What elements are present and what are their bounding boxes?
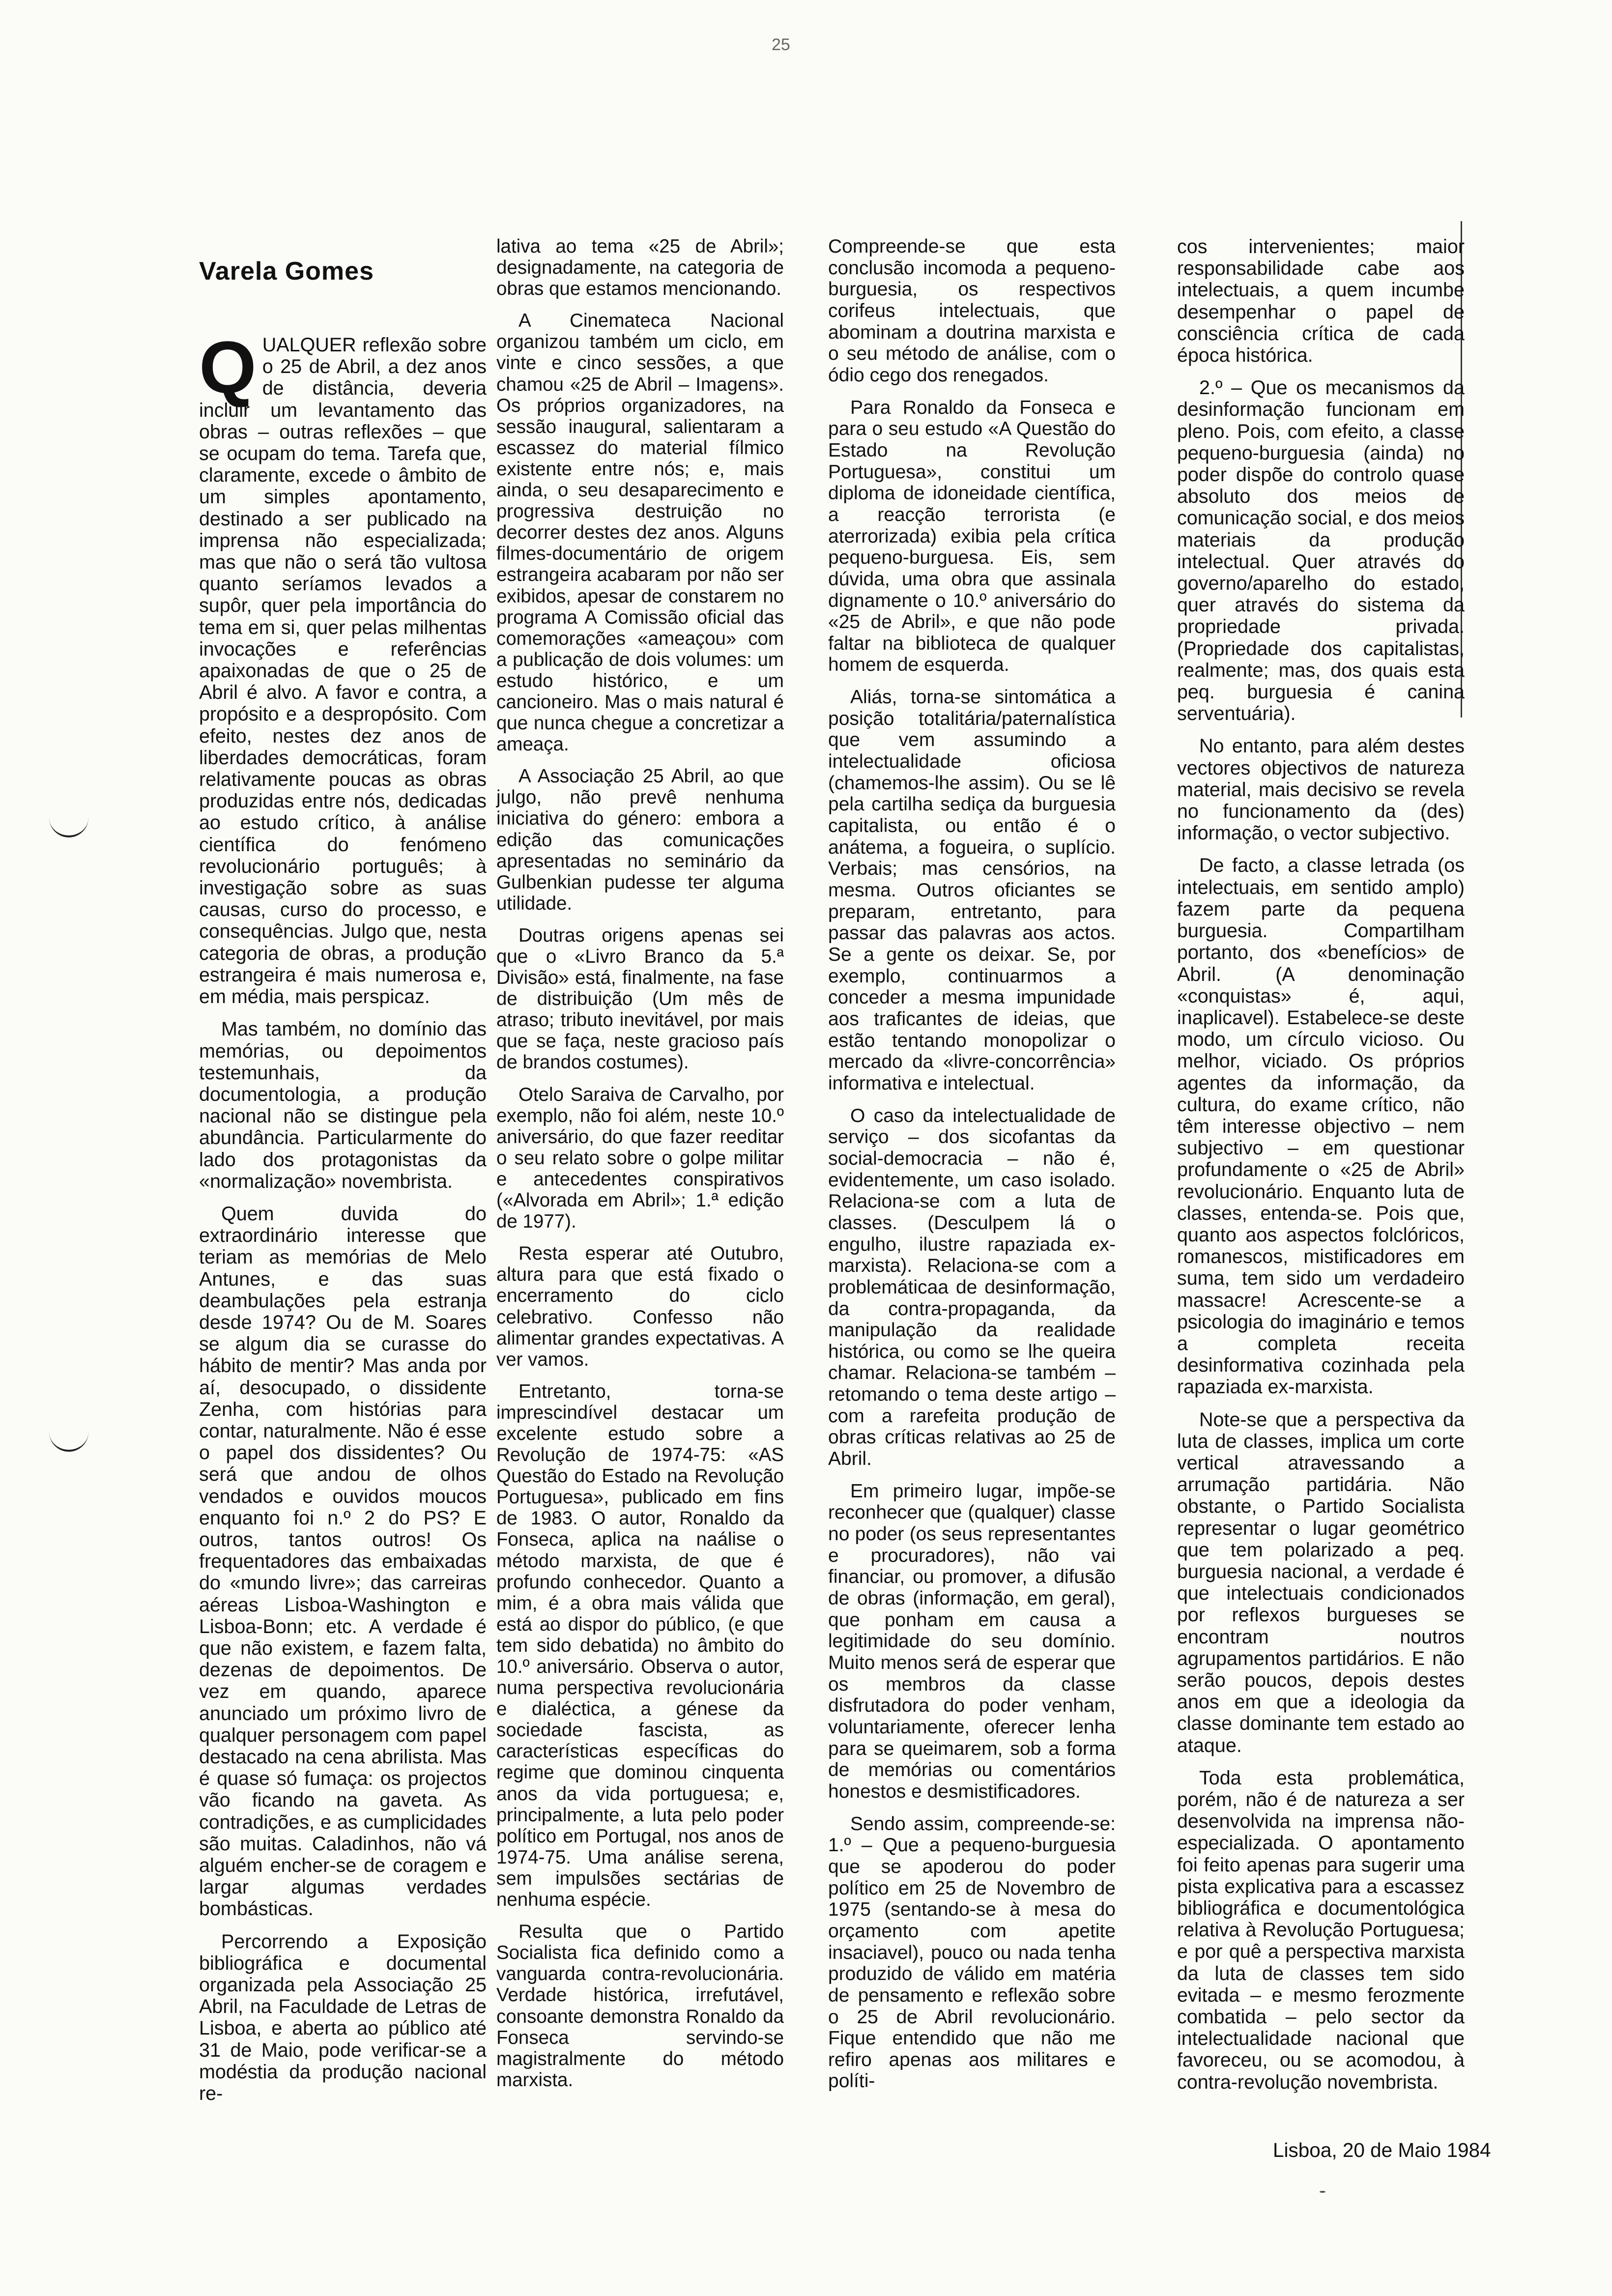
drop-cap: Q — [199, 326, 257, 408]
paragraph: Percorrendo a Exposição bibliográfica e documental organizada pela Associação 25 Abril, na Faculdade de Letras de Lisboa, e aberta ao público até 31 de Maio, pode verificar-se a modéstia da produção nacional re- — [199, 1930, 487, 2105]
article-column-1 — [199, 326, 487, 2115]
paragraph: Toda esta problemática, porém, não é de natureza a ser desenvolvida na imprensa não-especializada. O apontamento foi feito apenas para sugerir uma pista explicativa para a escassez bibliográfica e documentológica relativa à Revolução Portuguesa; e por quê a perspectiva marxista da luta de classes tem sido evitada – e mesmo ferozmente combatida – pelo sector da intelectualidade nacional que favoreceu, ou se acomodou, à contra-revolução novembrista. — [1177, 1767, 1465, 2093]
paragraph: No entanto, para além destes vectores objectivos de natureza material, mais decisivo se revela no funcionamento da (des) informação, o vector subjectivo. — [1177, 735, 1465, 844]
lead-paragraph-text: UALQUER reflexão sobre o 25 de Abril, a dez anos de distância, deveria incluir um levantamento das obras – outras reflexões – que se ocupam do tema. Tarefa que, claramente, excede o âmbito de um simples apontamento, destinado a ser publicado na imprensa não especializada; mas que não o será tão vultosa quanto seríamos levados a supôr, quer pela importância do tema em si, quer pelas milhentas invocações e referências apaixonadas de que o 25 de Abril é alvo. A favor e contra, a propósito e a despropósito. Com efeito, nestes dez anos de liberdades democráticas, foram relativamente poucas as obras produzidas entre nós, dedicadas ao estudo crítico, à análise científica do fenómeno revolucionário português; à investigação sobre as suas causas, curso do processo, e consequências. Julgo que, nesta categoria de obras, a produção estrangeira é mais numerosa e, em média, mais perspicaz. — [199, 334, 487, 1008]
scan-speck — [1320, 2191, 1325, 2193]
paragraph: Em primeiro lugar, impõe-se reconhecer que (qualquer) classe no poder (os seus representantes e procuradores), não vai financiar, ou promover, a difusão de obras (informação, em geral), que ponham em causa a legitimidade do seu domínio. Muito menos será de esperar que os membros da classe disfrutadora do poder venham, voluntariamente, oferecer lenha para se queimarem, sob a forma de memórias ou comentários honestos e desmistificadores. — [828, 1480, 1116, 1802]
author-byline: Varela Gomes — [199, 257, 374, 286]
page-number: 25 — [772, 35, 790, 54]
punch-hole-mark — [49, 816, 88, 837]
paragraph: Quem duvida do extraordinário interesse que teriam as memórias de Melo Antunes, e das suas deambulações pela estranja desde 1974? Ou de M. Soares se algum dia se curasse do hábito de mentir? Mas anda por aí, desocupado, o dissidente Zenha, com histórias para contar, naturalmente. Não é esse o papel dos dissidentes? Ou será que andou de olhos vendados e ouvidos moucos enquanto foi n.º 2 do PS? E outros, tantos outros! Os frequentadores das embaixadas do «mundo livre»; das carreiras aéreas Lisboa-Washington e Lisboa-Bonn; etc. A verdade é que não existem, e fazem falta, dezenas de depoimentos. De vez em quando, aparece anunciado um próximo livro de qualquer personagem com papel destacado na cena abrilista. Mas é quase só fumaça: os projectos vão ficando na gaveta. As contradições, e as cumplicidades são muitas. Caladinhos, não vá alguém encher-se de coragem e largar algumas verdades bombásticas. — [199, 1203, 487, 1920]
paragraph: 2.º – Que os mecanismos da desinformação funcionam em pleno. Pois, com efeito, a classe pequeno-burguesia (ainda) no poder dispõe do controlo quase absoluto dos meios de comunicação social, e dos meios materiais da produção intelectual. Quer através do governo/aparelho do estado, quer através do sistema da propriedade privada. (Propriedade dos capitalistas, realmente; mas, dos quais esta peq. burguesia é canina serventuária). — [1177, 377, 1465, 725]
paragraph: A Cinemateca Nacional organizou também um ciclo, em vinte e cinco sessões, a que chamou «25 de Abril – Imagens». Os próprios organizadores, na sessão inaugural, salientaram a escassez do material fílmico existente entre nós; e, mais ainda, o seu desaparecimento e progressiva destruição no decorrer destes dez anos. Alguns filmes-documentário de origem estrangeira acabaram por não ser exibidos, apesar de constarem no programa A Comissão oficial das comemorações «ameaçou» com a publicação de dois volumes: um estudo histórico, e um cancioneiro. Mas o mais natural é que nunca chegue a concretizar a ameaça. — [496, 310, 784, 755]
punch-hole-mark — [49, 1430, 88, 1452]
paragraph: cos intervenientes; maior responsabilidade cabe aos intelectuais, a quem incumbe desempenhar o papel de consciência crítica de cada época histórica. — [1177, 236, 1465, 367]
paragraph: Compreende-se que esta conclusão incomoda a pequeno-burguesia, os respectivos corifeus intelectuais, que abominam a doutrina marxista e o seu método de análise, com o ódio cego dos renegados. — [828, 236, 1116, 386]
paragraph: Doutras origens apenas sei que o «Livro Branco da 5.ª Divisão» está, finalmente, na fase de distribuição (Um mês de atraso; tributo inevitável, por mais que se faça, neste gracioso país de brandos costumes). — [496, 924, 784, 1073]
paragraph: Para Ronaldo da Fonseca e para o seu estudo «A Questão do Estado na Revolução Portuguesa», constitui um diploma de idoneidade científica, a reacção terrorista (e aterrorizada) exibia pela crítica pequeno-burguesa. Eis, sem dúvida, uma obra que assinala dignamente o 10.º aniversário do «25 de Abril», e que não pode faltar na biblioteca de qualquer homem de esquerda. — [828, 397, 1116, 676]
lead-paragraph — [199, 326, 487, 1008]
paragraph: De facto, a classe letrada (os intelectuais, em sentido amplo) fazem parte da pequena burguesia. Compartilham portanto, dos «benefícios» de Abril. (A denominação «conquistas» é, aqui, inaplicavel). Estabelece-se deste modo, um círculo vicioso. Ou melhor, viciado. Os próprios agentes da informação, da cultura, do exame crítico, não têm interesse objectivo – nem subjectivo – em questionar profundamente o «25 de Abril» revolucionário. Enquanto luta de classes, entenda-se. Pois que, quanto aos aspectos folclóricos, romanescos, mistificadores em suma, tem sido um verdadeiro massacre! Acrescente-se a psicologia do imaginário e temos a completa receita desinformativa cozinhada pela rapaziada ex-marxista. — [1177, 855, 1465, 1398]
paragraph: Aliás, torna-se sintomática a posição totalitária/paternalística que vem assumindo a intelectualidade oficiosa (chamemos-lhe assim). Ou se lê pela cartilha sediça da burguesia capitalista, ou então é o anátema, a fogueira, o suplício. Verbais; mas censórios, na mesma. Outros oficiantes se preparam, entretanto, para passar das palavras aos actos. Se a gente os deixar. Se, por exemplo, continuarmos a conceder a mesma impunidade aos traficantes de ideias, que estão tentando monopolizar o mercado da «livre-concorrência» informativa e intelectual. — [828, 687, 1116, 1094]
paragraph: Otelo Saraiva de Carvalho, por exemplo, não foi além, neste 10.º aniversário, do que fazer reeditar o seu relato sobre o golpe militar e antecedentes conspirativos («Alvorada em Abril»; 1.ª edição de 1977). — [496, 1084, 784, 1233]
paragraph: Entretanto, torna-se imprescindível destacar um excelente estudo sobre a Revolução de 1974-75: «AS Questão do Estado na Revolução Portuguesa», publicado em fins de 1983. O autor, Ronaldo da Fonseca, aplica na naálise o método marxista, de que é profundo conhecedor. Quanto a mim, é a obra mais válida que está ao dispor do público, (e que tem sido debatida) no âmbito do 10.º aniversário. Observa o autor, numa perspectiva revolucionária e dialéctica, a génese da sociedade fascista, as características específicas do regime que dominou cinquenta anos da vida portuguesa; e, principalmente, a luta pelo poder político em Portugal, nos anos de 1974-75. Uma análise serena, sem impulsões sectárias de nenhuma espécie. — [496, 1380, 784, 1911]
paragraph: Resulta que o Partido Socialista fica definido como a vanguarda contra-revolucionária. Verdade histórica, irrefutável, consoante demonstra Ronaldo da Fonseca servindo-se magistralmente do método marxista. — [496, 1921, 784, 2091]
paragraph: lativa ao tema «25 de Abril»; designadamente, na categoria de obras que estamos mencionando. — [496, 236, 784, 300]
paragraph: Sendo assim, compreende-se: 1.º – Que a pequeno-burguesia que se apoderou do poder político em 25 de Novembro de 1975 (sentando-se à mesa do orçamento com apetite insaciavel), pouco ou nada tenha produzido de válido em matéria de pensamento e reflexão sobre o 25 de Abril revolucionário. Fique entendido que não me refiro apenas aos militares e políti- — [828, 1813, 1116, 2092]
article-column-2 — [496, 236, 784, 2101]
paragraph: O caso da intelectualidade de serviço – dos sicofantas da social-democracia – não é, evidentemente, um caso isolado. Relaciona-se com a luta de classes. (Desculpem lá o engulho, ilustre rapaziada ex-marxista). Relaciona-se com a problemáticaa de desinformação, da contra-propaganda, da manipulação da realidade histórica, ou como se lhe queira chamar. Relaciona-se também – retomando o tema deste artigo – com a rarefeita produção de obras críticas relativas ao 25 de Abril. — [828, 1105, 1116, 1470]
paragraph: A Associação 25 Abril, ao que julgo, não prevê nenhuma iniciativa do género: embora a edição das comunicações apresentadas no seminário da Gulbenkian pudesse ter alguma utilidade. — [496, 766, 784, 914]
paragraph: Resta esperar até Outubro, altura para que está fixado o encerramento do ciclo celebrativo. Confesso não alimentar grandes expectativas. A ver vamos. — [496, 1243, 784, 1370]
paragraph: Mas também, no domínio das memórias, ou depoimentos testemunhais, da documentologia, a produção nacional não se distingue pela abundância. Particularmente do lado dos protagonistas da «normalização» novembrista. — [199, 1018, 487, 1192]
article-column-4 — [1177, 236, 1465, 2104]
article-column-3 — [828, 236, 1116, 2103]
paragraph: Note-se que a perspectiva da luta de classes, implica um corte vertical atravessando a arrumação partidária. Não obstante, o Partido Socialista representar o lugar geométrico que tem polarizado a peq. burguesia nacional, a verdade é que intelectuais condicionados por reflexos burgueses se encontram noutros agrupamentos partidários. E não serão poucos, depois destes anos em que a ideologia da classe dominante tem estado ao ataque. — [1177, 1408, 1465, 1756]
dateline-signoff: Lisboa, 20 de Maio 1984 — [1273, 2139, 1491, 2161]
